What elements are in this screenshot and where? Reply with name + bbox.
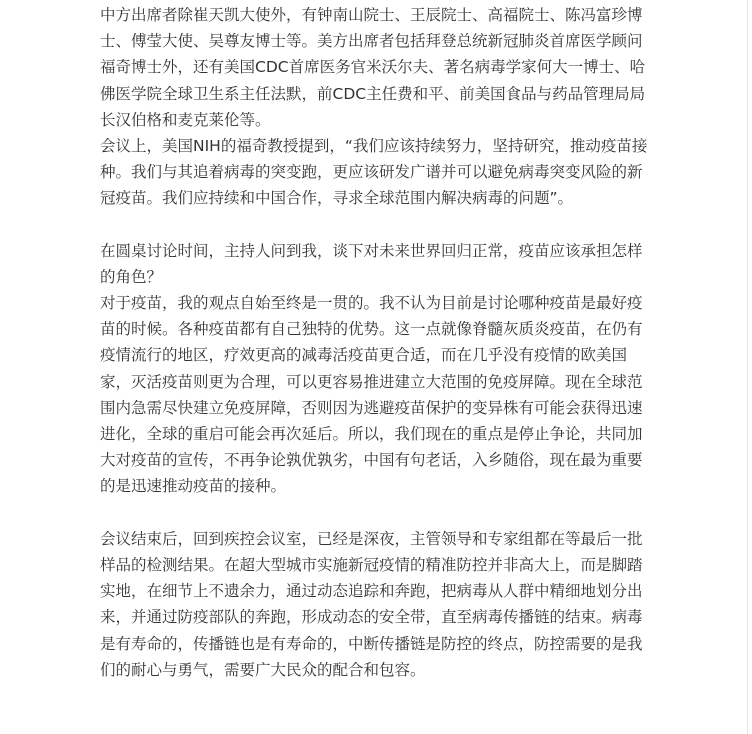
- paragraph-fauci-quote: [100, 133, 720, 212]
- paragraph-roundtable-question: [100, 238, 720, 290]
- text-line: 中方出席者除崔天凯大使外，有钟南山院士、王辰院士、高福院士、陈冯富珍博: [100, 6, 643, 24]
- text-line: 大对疫苗的宣传，不再争论孰优孰劣，中国有句老话，入乡随俗，现在最为重要: [100, 451, 643, 470]
- text-line: 的是迅速推动疫苗的接种。: [100, 477, 287, 496]
- text-line: 的角色？: [100, 267, 163, 286]
- text-line: 对于疫苗，我的观点自始至终是一贯的。我不认为目前是讨论哪种疫苗是最好疫: [100, 294, 643, 313]
- scroll-edge-divider: [747, 0, 748, 734]
- text-line: 佛医学院全球卫生系主任法默，前CDC主任费和平、前美国食品与药品管理局局: [100, 84, 646, 103]
- text-line: 会议结束后，回到疾控会议室，已经是深夜，主管领导和专家组都在等最后一批: [100, 529, 643, 548]
- paragraph-attendees: [100, 2, 720, 133]
- text-line: 在圆桌讨论时间，主持人问到我，谈下对未来世界回归正常，疫苗应该承担怎样: [100, 241, 643, 260]
- text-line: 种。我们与其追着病毒的突变跑，更应该研发广谱并可以避免病毒突变风险的新: [100, 163, 643, 182]
- text-line: 士、傅莹大使、吴尊友博士等。美方出席者包括拜登总统新冠肺炎首席医学顾问: [100, 32, 643, 51]
- paragraph-after-meeting: [100, 526, 720, 683]
- text-line: 长汉伯格和麦克莱伦等。: [100, 110, 271, 129]
- text-line: 会议上，美国NIH的福奇教授提到，“我们应该持续努力，坚持研究，推动疫苗接: [100, 136, 648, 155]
- paragraph-spacer: [100, 500, 720, 526]
- paragraph-vaccine-view: [100, 290, 720, 500]
- text-line: 样品的检测结果。在超大型城市实施新冠疫情的精准防控并非高大上，而是脚踏: [100, 555, 643, 574]
- text-line: 来，并通过防疫部队的奔跑，形成动态的安全带，直至病毒传播链的结束。病毒: [100, 608, 643, 627]
- text-line: 围内急需尽快建立免疫屏障，否则因为逃避疫苗保护的变异株有可能会获得迅速: [100, 398, 643, 417]
- text-line: 是有寿命的，传播链也是有寿命的，中断传播链是防控的终点，防控需要的是我: [100, 634, 643, 653]
- text-line: 家，灭活疫苗则更为合理，可以更容易推进建立大范围的免疫屏障。现在全球范: [100, 372, 643, 391]
- text-line: 福奇博士外，还有美国CDC首席医务官米沃尔夫、著名病毒学家何大一博士、哈: [100, 58, 646, 77]
- text-line: 疫情流行的地区，疗效更高的减毒活疫苗更合适，而在几乎没有疫情的欧美国: [100, 346, 628, 365]
- article-text-column: [100, 2, 720, 683]
- paragraph-spacer: [100, 212, 720, 238]
- text-line: 们的耐心与勇气，需要广大民众的配合和包容。: [100, 660, 426, 679]
- text-line: 冠疫苗。我们应持续和中国合作，寻求全球范围内解决病毒的问题”。: [100, 189, 574, 208]
- text-line: 苗的时候。各种疫苗都有自己独特的优势。这一点就像脊髓灰质炎疫苗，在仍有: [100, 320, 643, 339]
- text-line: 进化，全球的重启可能会再次延后。所以，我们现在的重点是停止争论，共同加: [100, 425, 643, 443]
- text-line: 实地，在细节上不遗余力，通过动态追踪和奔跑，把病毒从人群中精细地划分出: [100, 582, 643, 601]
